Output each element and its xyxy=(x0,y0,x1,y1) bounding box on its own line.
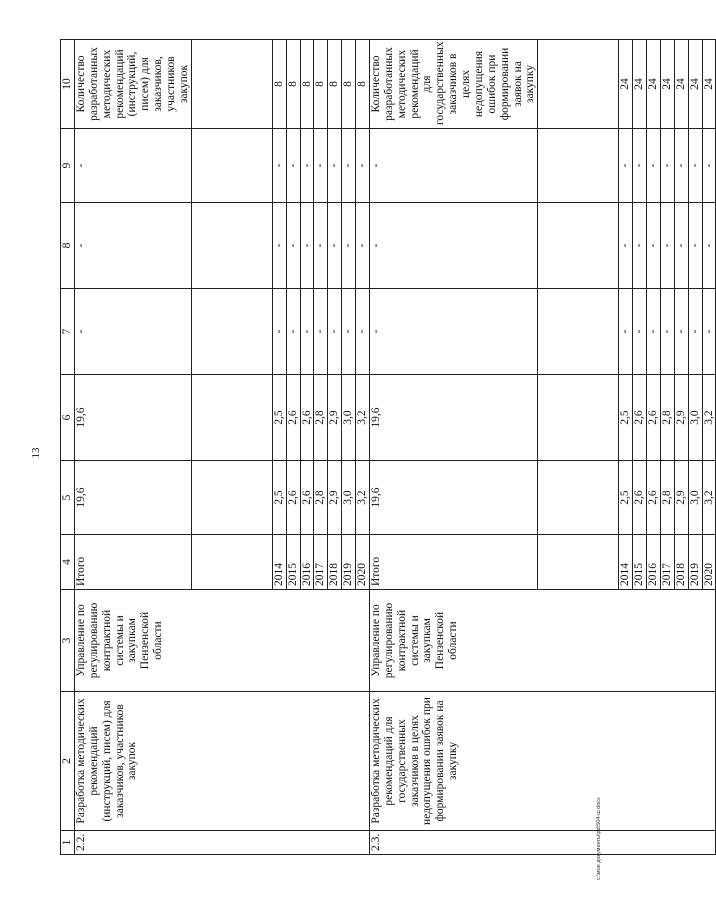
table-row-total xyxy=(74,40,191,855)
col-num-10: 10 xyxy=(61,40,75,129)
year: 2019 xyxy=(688,535,702,590)
year-c10: 24 xyxy=(647,40,661,129)
year: 2017 xyxy=(314,535,328,590)
year-c8: - xyxy=(342,203,356,289)
page-number: 13 xyxy=(30,447,42,459)
year-c5: 2,5 xyxy=(272,461,286,535)
year-c5: 2,5 xyxy=(619,461,633,535)
year-c7: - xyxy=(286,289,300,375)
spacer-cell xyxy=(538,461,619,535)
item-name: Разработка методических рекомендаций для государственных заказчиков в целях недопущения ошибок при формировании заявок на закупку xyxy=(369,692,716,831)
year-c10: 24 xyxy=(660,40,674,129)
item-number: 2.2. xyxy=(74,831,369,855)
year-c8: - xyxy=(356,203,370,289)
year-c8: - xyxy=(286,203,300,289)
year: 2015 xyxy=(633,535,647,590)
year-c10: 8 xyxy=(356,40,370,129)
footer-file-path: c:\мои документы\pd\504-ш.docx xyxy=(596,797,602,880)
col-num-7: 7 xyxy=(61,289,75,375)
year-c8: - xyxy=(300,203,314,289)
col-num-2: 2 xyxy=(61,692,75,831)
year-c6: 2,5 xyxy=(272,375,286,461)
table-row-total xyxy=(369,40,537,855)
item-name: Разработка методических рекомендаций (инструкций, писем) для заказчиков, участников закупок xyxy=(74,692,369,831)
total-c9: - xyxy=(369,129,537,203)
year: 2019 xyxy=(342,535,356,590)
col-num-5: 5 xyxy=(61,461,75,535)
year-c10: 24 xyxy=(688,40,702,129)
year-c6: 2,9 xyxy=(328,375,342,461)
year-c9: - xyxy=(328,129,342,203)
year-c5: 3,0 xyxy=(342,461,356,535)
total-c8: - xyxy=(369,203,537,289)
year-c6: 2,6 xyxy=(300,375,314,461)
col-num-6: 6 xyxy=(61,375,75,461)
year-c9: - xyxy=(300,129,314,203)
item-executor: Управление по регулированию контрактной системы и закупкам Пензенской области xyxy=(74,590,369,692)
program-table xyxy=(60,39,716,855)
year-c6: 2,5 xyxy=(619,375,633,461)
year-c8: - xyxy=(674,203,688,289)
col-num-8: 8 xyxy=(61,203,75,289)
spacer-cell xyxy=(538,129,619,203)
year-c10: 24 xyxy=(702,40,716,129)
year-c5: 3,0 xyxy=(688,461,702,535)
year-c6: 3,0 xyxy=(688,375,702,461)
spacer-cell xyxy=(191,535,272,590)
year-c5: 2,9 xyxy=(328,461,342,535)
indicator-name: Количество разработанных методических рекомендаций для государственных заказчиков в целях недопущения ошибок при формировании заявок на закупку xyxy=(369,40,537,129)
year-c10: 8 xyxy=(342,40,356,129)
year-c7: - xyxy=(342,289,356,375)
total-c9: - xyxy=(74,129,191,203)
indicator-name: Количество разработанных методических рекомендаций (инструкций, писем) для заказчиков, участников закупок xyxy=(74,40,191,129)
table-body xyxy=(61,40,716,855)
year-c9: - xyxy=(633,129,647,203)
spacer-cell xyxy=(191,40,272,129)
year: 2020 xyxy=(356,535,370,590)
column-number-row xyxy=(61,40,75,855)
spacer-cell xyxy=(191,375,272,461)
year-c9: - xyxy=(674,129,688,203)
total-c7: - xyxy=(369,289,537,375)
total-c5: 19,6 xyxy=(369,461,537,535)
year-c5: 2,9 xyxy=(674,461,688,535)
year-c6: 2,6 xyxy=(647,375,661,461)
year-c8: - xyxy=(328,203,342,289)
year-c7: - xyxy=(272,289,286,375)
year-c10: 24 xyxy=(674,40,688,129)
year-c5: 2,6 xyxy=(286,461,300,535)
year-c7: - xyxy=(688,289,702,375)
year-c6: 3,0 xyxy=(342,375,356,461)
year-c8: - xyxy=(688,203,702,289)
year-c9: - xyxy=(688,129,702,203)
col-num-4: 4 xyxy=(61,535,75,590)
year-c7: - xyxy=(328,289,342,375)
year-c8: - xyxy=(314,203,328,289)
year: 2015 xyxy=(286,535,300,590)
year-c9: - xyxy=(619,129,633,203)
year-c9: - xyxy=(702,129,716,203)
year-c7: - xyxy=(674,289,688,375)
year-c8: - xyxy=(619,203,633,289)
year-c9: - xyxy=(356,129,370,203)
year-c9: - xyxy=(272,129,286,203)
year: 2014 xyxy=(619,535,633,590)
total-c6: 19,6 xyxy=(74,375,191,461)
col-num-3: 3 xyxy=(61,590,75,692)
year-c9: - xyxy=(647,129,661,203)
year-c7: - xyxy=(300,289,314,375)
spacer-cell xyxy=(538,40,619,129)
year-c8: - xyxy=(660,203,674,289)
total-c5: 19,6 xyxy=(74,461,191,535)
year: 2020 xyxy=(702,535,716,590)
year-c7: - xyxy=(633,289,647,375)
year: 2018 xyxy=(674,535,688,590)
year-c7: - xyxy=(660,289,674,375)
year-c9: - xyxy=(286,129,300,203)
year-c6: 2,6 xyxy=(286,375,300,461)
year-c6: 2,8 xyxy=(314,375,328,461)
year-c9: - xyxy=(314,129,328,203)
year-c9: - xyxy=(660,129,674,203)
year-c10: 8 xyxy=(314,40,328,129)
year-c8: - xyxy=(633,203,647,289)
year: 2017 xyxy=(660,535,674,590)
spacer-cell xyxy=(538,203,619,289)
col-num-1: 1 xyxy=(61,831,75,855)
year-c10: 8 xyxy=(272,40,286,129)
year-c6: 3,2 xyxy=(356,375,370,461)
col-num-9: 9 xyxy=(61,129,75,203)
spacer-cell xyxy=(191,129,272,203)
year-c7: - xyxy=(647,289,661,375)
year-c10: 24 xyxy=(633,40,647,129)
year-c6: 2,8 xyxy=(660,375,674,461)
year-c9: - xyxy=(342,129,356,203)
year-c8: - xyxy=(272,203,286,289)
total-label: Итого xyxy=(74,535,191,590)
year-c5: 3,2 xyxy=(702,461,716,535)
year-c5: 2,6 xyxy=(300,461,314,535)
total-c8: - xyxy=(74,203,191,289)
year: 2016 xyxy=(300,535,314,590)
year-c5: 2,8 xyxy=(314,461,328,535)
spacer-cell xyxy=(538,289,619,375)
year-c7: - xyxy=(702,289,716,375)
year: 2018 xyxy=(328,535,342,590)
year-c10: 8 xyxy=(328,40,342,129)
year: 2016 xyxy=(647,535,661,590)
year-c10: 24 xyxy=(619,40,633,129)
year-c10: 8 xyxy=(286,40,300,129)
year-c5: 2,8 xyxy=(660,461,674,535)
year-c6: 3,2 xyxy=(702,375,716,461)
year-c8: - xyxy=(702,203,716,289)
year-c7: - xyxy=(314,289,328,375)
year-c7: - xyxy=(619,289,633,375)
spacer-cell xyxy=(538,375,619,461)
year-c5: 2,6 xyxy=(647,461,661,535)
item-executor: Управление по регулированию контрактной системы и закупкам Пензенской области xyxy=(369,590,716,692)
spacer-cell xyxy=(538,535,619,590)
item-number: 2.3. xyxy=(369,831,716,855)
year-c6: 2,6 xyxy=(633,375,647,461)
year-c8: - xyxy=(647,203,661,289)
year-c10: 8 xyxy=(300,40,314,129)
total-label: Итого xyxy=(369,535,537,590)
total-c7: - xyxy=(74,289,191,375)
year-c5: 2,6 xyxy=(633,461,647,535)
year-c5: 3,2 xyxy=(356,461,370,535)
year: 2014 xyxy=(272,535,286,590)
spacer-cell xyxy=(191,461,272,535)
year-c7: - xyxy=(356,289,370,375)
spacer-cell xyxy=(191,289,272,375)
year-c6: 2,9 xyxy=(674,375,688,461)
spacer-cell xyxy=(191,203,272,289)
total-c6: 19,6 xyxy=(369,375,537,461)
